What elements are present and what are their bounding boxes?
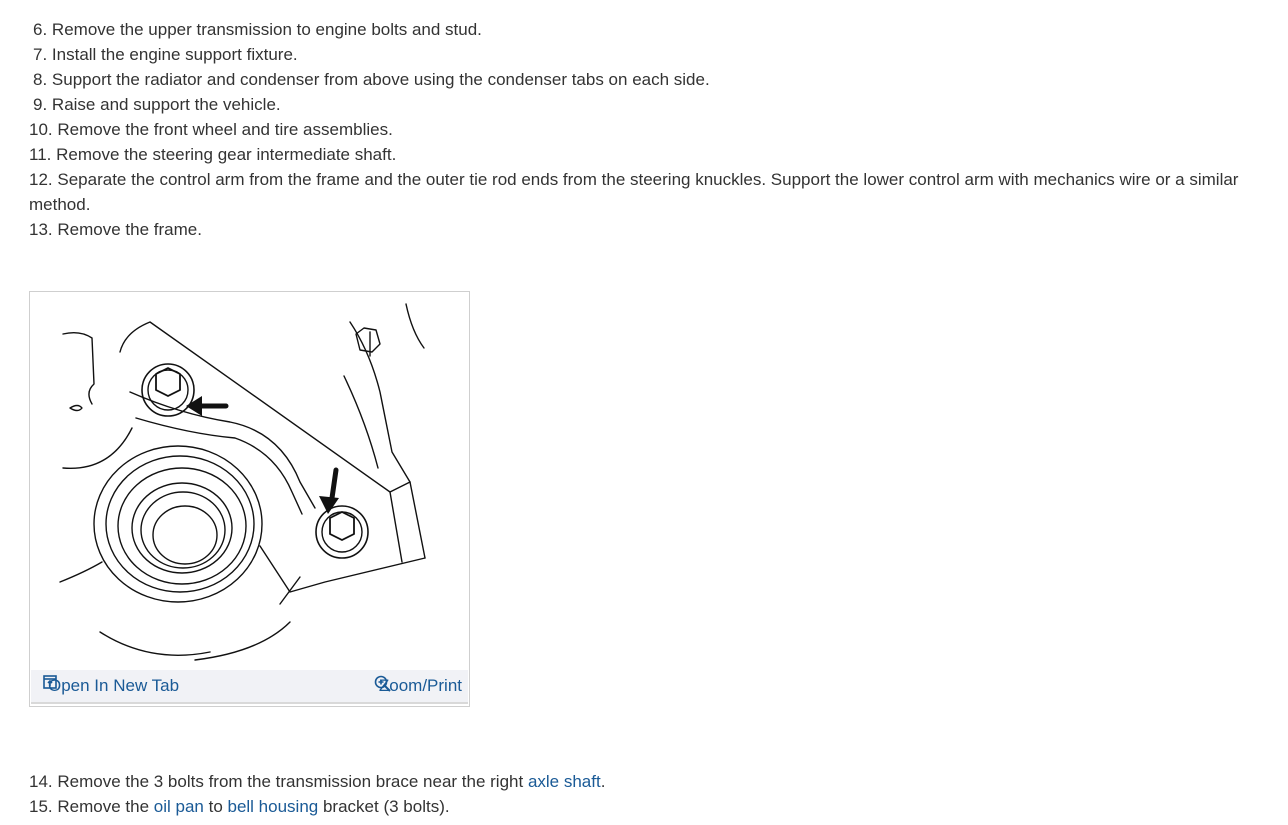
step-text-mid: to <box>203 797 228 816</box>
step-11 <box>29 142 1269 167</box>
oil-pan-link[interactable]: oil pan <box>153 797 204 816</box>
bolt-location-illustration <box>30 292 469 668</box>
step-13 <box>29 217 1269 242</box>
step-9 <box>29 92 1269 117</box>
step-number: 12. <box>29 170 53 189</box>
step-text: Raise and support the vehicle. <box>51 95 281 114</box>
step-8 <box>29 67 1269 92</box>
step-10 <box>29 117 1269 142</box>
step-number: 11. <box>29 145 52 164</box>
step-7 <box>29 42 1269 67</box>
open-in-new-tab-button[interactable] <box>43 675 179 697</box>
step-6 <box>29 17 1269 42</box>
step-number: 13. <box>29 220 53 239</box>
step-number: 14. <box>29 772 53 791</box>
step-text: Remove the upper transmission to engine bolts and stud. <box>51 20 482 39</box>
step-14 <box>29 769 1269 794</box>
diagram-figure <box>29 291 470 707</box>
step-text: Separate the control arm from the frame and the outer tie rod ends from the steering knuckles. Support the lower control arm with mechanics wire or a similar method. <box>29 170 1239 214</box>
step-text: Remove the steering gear intermediate shaft. <box>56 145 397 164</box>
step-text: Remove the front wheel and tire assemblies. <box>57 120 393 139</box>
step-text: Install the engine support fixture. <box>51 45 298 64</box>
step-text: Remove the <box>57 797 154 816</box>
zoom-print-label: Zoom/Print <box>378 676 462 695</box>
step-number: 9. <box>33 95 48 114</box>
instruction-steps-top <box>29 17 1269 242</box>
step-text: Remove the 3 bolts from the transmission brace near the right <box>57 772 528 791</box>
step-text: Remove the frame. <box>57 220 202 239</box>
step-number: 8. <box>33 70 48 89</box>
open-in-new-tab-label: Open In New Tab <box>48 676 180 695</box>
step-12 <box>29 167 1269 217</box>
axle-shaft-link[interactable]: axle shaft <box>527 772 601 791</box>
step-text: Support the radiator and condenser from above using the condenser tabs on each side. <box>51 70 710 89</box>
figure-action-bar <box>31 670 468 704</box>
step-number: 6. <box>33 20 48 39</box>
step-text-end: . <box>600 772 606 791</box>
bell-housing-link[interactable]: bell housing <box>227 797 319 816</box>
zoom-print-button[interactable] <box>374 675 462 697</box>
step-15 <box>29 794 1269 819</box>
instruction-steps-bottom <box>29 769 1269 819</box>
step-text-end: bracket (3 bolts). <box>318 797 450 816</box>
step-number: 15. <box>29 797 53 816</box>
step-number: 7. <box>33 45 48 64</box>
step-number: 10. <box>29 120 53 139</box>
